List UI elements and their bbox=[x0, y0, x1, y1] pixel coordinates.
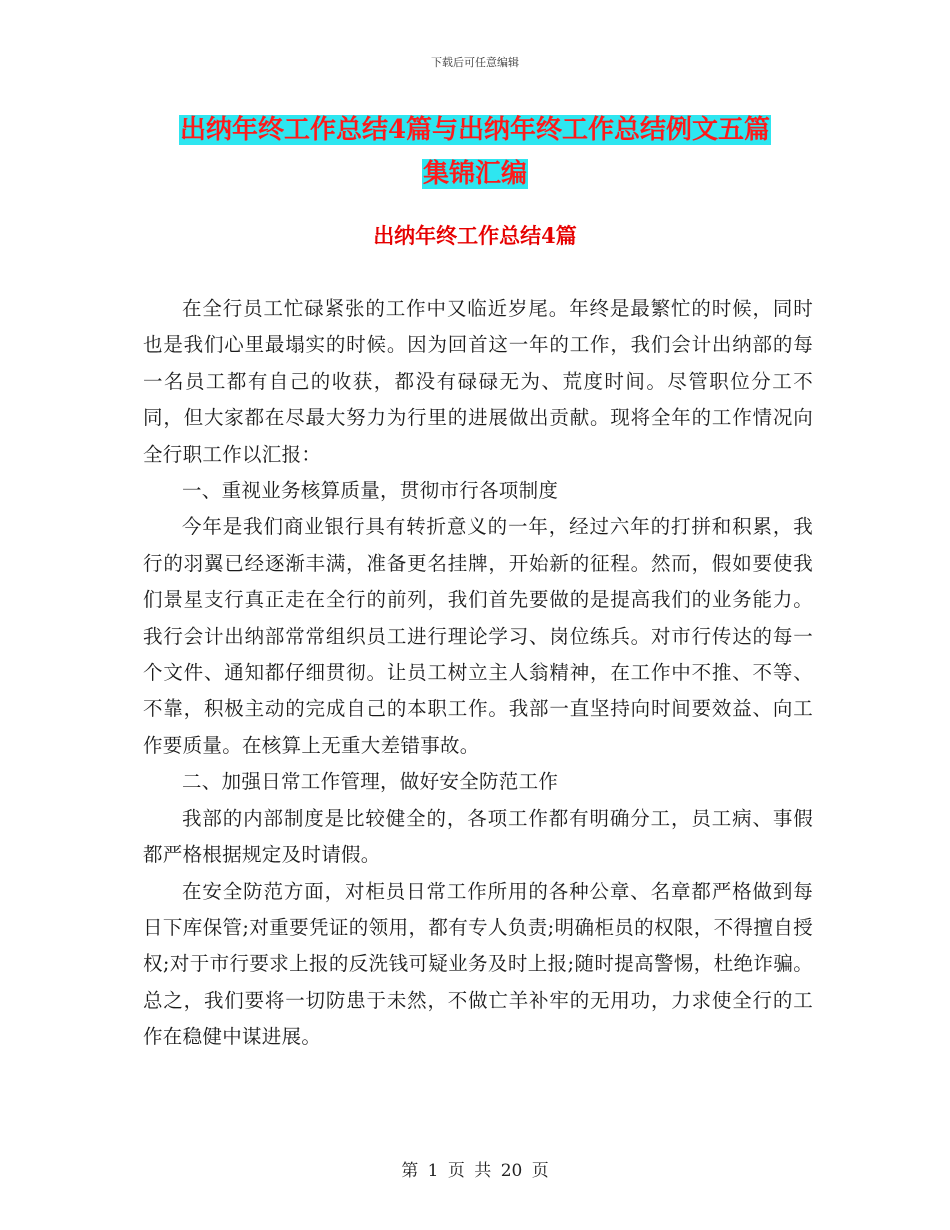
section-title: 出纳年终工作总结4篇 bbox=[373, 223, 577, 248]
title-line-1: 出纳年终工作总结4篇与出纳年终工作总结例文五篇 bbox=[179, 115, 771, 145]
heading-1: 一、重视业务核算质量，贯彻市行各项制度 bbox=[182, 479, 559, 503]
document-title bbox=[0, 108, 950, 196]
header-note: 下载后可任意编辑 bbox=[431, 56, 519, 69]
paragraph-intro: 在全行员工忙碌紧张的工作中又临近岁尾。年终是最繁忙的时候，同时也是我们心里最塌实的时候。因为回首这一年的工作，我们会计出纳部的每一名员工都有自己的收获，都没有碌碌无为、荒度时间。尽管职位分工不同，但大家都在尽最大努力为行里的进展做出贡献。现将全年的工作情况向全行职工作以汇报： bbox=[143, 297, 813, 466]
page-number: 第 1 页 共 20 页 bbox=[401, 1161, 549, 1181]
body-text bbox=[143, 291, 813, 1056]
paragraph-1: 今年是我们商业银行具有转折意义的一年，经过六年的打拼和积累，我行的羽翼已经逐渐丰满，准备更名挂牌，开始新的征程。然而，假如要使我们景星支行真正走在全行的前列，我们首先要做的是提高我们的业务能力。我行会计出纳部常常组织员工进行理论学习、岗位练兵。对市行传达的每一个文件、通知都仔细贯彻。让员工树立主人翁精神，在工作中不推、不等、不靠，积极主动的完成自己的本职工作。我部一直坚持向时间要效益、向工作要质量。在核算上无重大差错事故。 bbox=[143, 515, 813, 757]
title-line-2: 集锦汇编 bbox=[422, 159, 527, 189]
heading-2: 二、加强日常工作管理，做好安全防范工作 bbox=[182, 770, 559, 794]
paragraph-3: 在安全防范方面，对柜员日常工作所用的各种公章、名章都严格做到每日下库保管;对重要凭证的领用，都有专人负责;明确柜员的权限，不得擅自授权;对于市行要求上报的反洗钱可疑业务及时上报;随时提高警惕，杜绝诈骗。总之，我们要将一切防患于未然，不做亡羊补牢的无用功，力求使全行的工作在稳健中谋进展。 bbox=[143, 879, 813, 1049]
paragraph-2: 我部的内部制度是比较健全的，各项工作都有明确分工，员工病、事假都严格根据规定及时请假。 bbox=[143, 806, 813, 867]
